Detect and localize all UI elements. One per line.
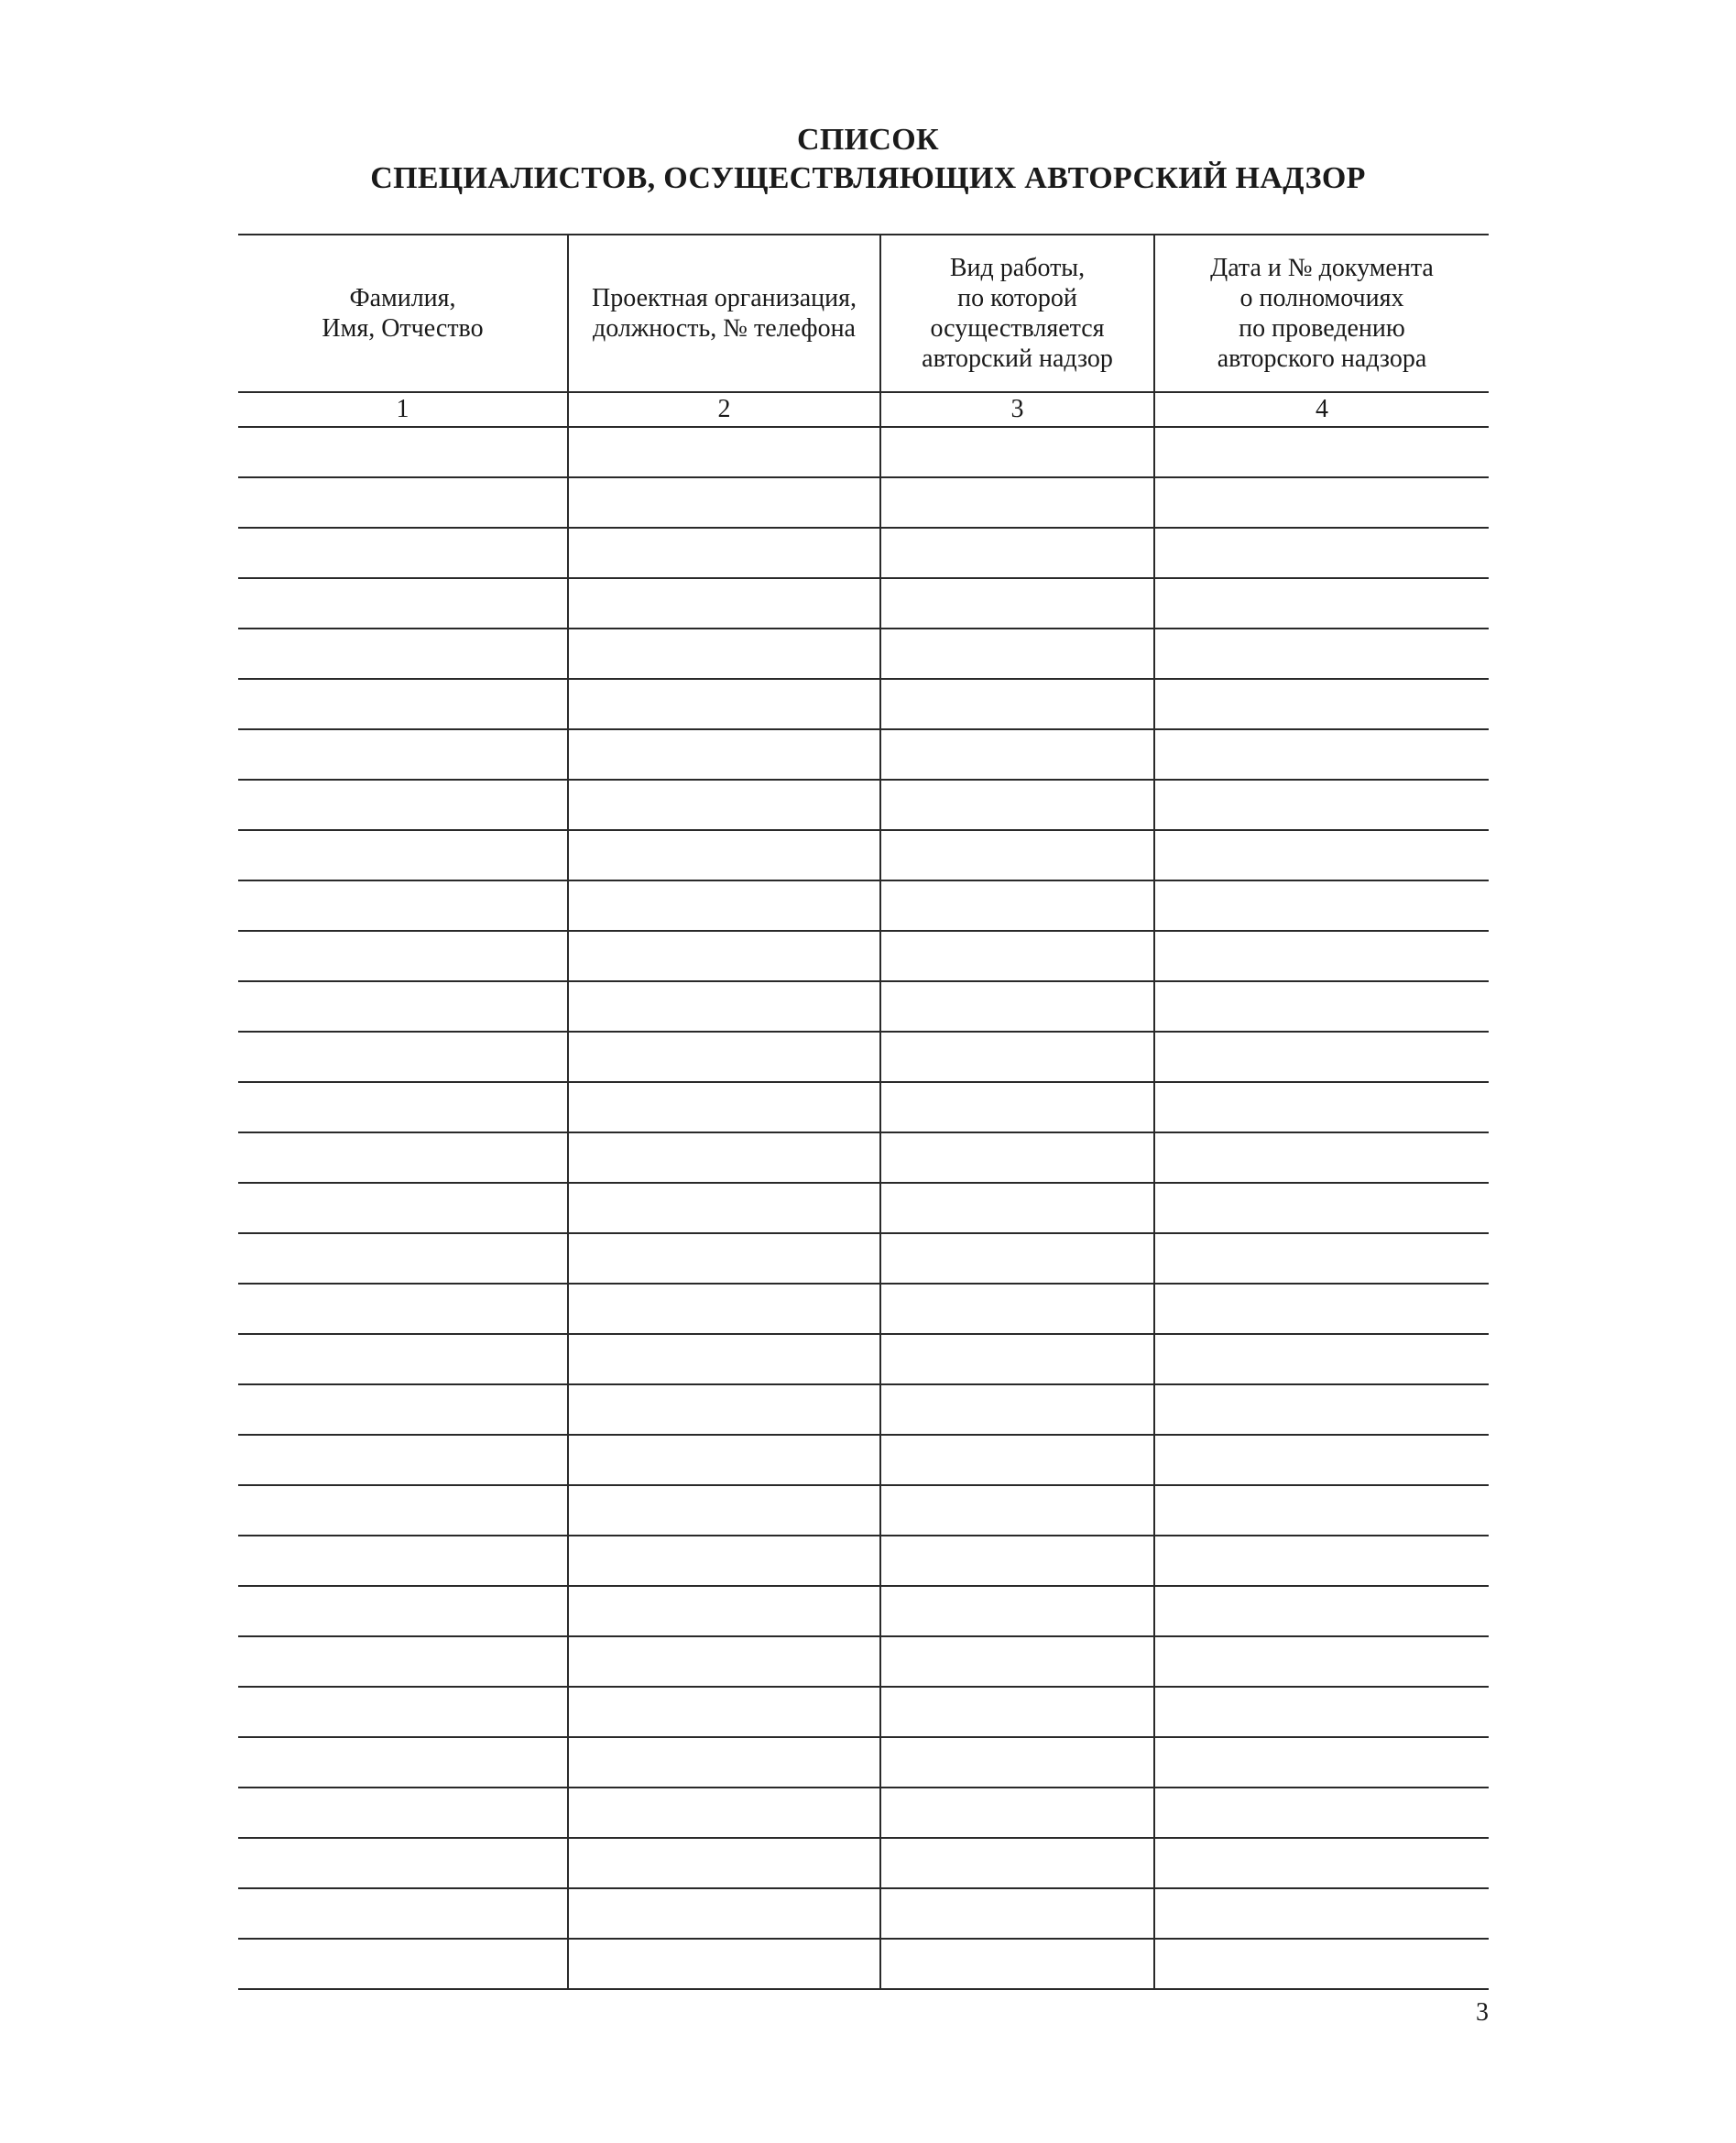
column-number-4: 4 bbox=[1154, 392, 1489, 427]
table-cell[interactable] bbox=[880, 830, 1154, 880]
table-cell[interactable] bbox=[880, 1586, 1154, 1636]
table-cell[interactable] bbox=[238, 830, 568, 880]
table-cell[interactable] bbox=[238, 1838, 568, 1888]
page-number: 3 bbox=[1476, 1998, 1489, 2027]
table-cell[interactable] bbox=[1154, 1485, 1489, 1536]
table-row bbox=[238, 880, 1489, 931]
table-cell[interactable] bbox=[238, 780, 568, 830]
table-cell[interactable] bbox=[880, 780, 1154, 830]
table-row bbox=[238, 931, 1489, 981]
table-cell[interactable] bbox=[568, 427, 880, 477]
table-cell[interactable] bbox=[880, 1939, 1154, 1989]
table-cell[interactable] bbox=[1154, 729, 1489, 780]
table-cell[interactable] bbox=[568, 880, 880, 931]
table-row bbox=[238, 1586, 1489, 1636]
table-cell[interactable] bbox=[880, 1788, 1154, 1838]
table-row bbox=[238, 1233, 1489, 1284]
table-cell[interactable] bbox=[880, 1082, 1154, 1132]
column-number-2: 2 bbox=[568, 392, 880, 427]
table-row bbox=[238, 1183, 1489, 1233]
table-cell[interactable] bbox=[568, 1284, 880, 1334]
table-cell[interactable] bbox=[238, 1737, 568, 1788]
table-cell[interactable] bbox=[568, 1838, 880, 1888]
table-cell[interactable] bbox=[880, 528, 1154, 578]
table-header-row bbox=[238, 235, 1489, 392]
table-cell[interactable] bbox=[1154, 1132, 1489, 1183]
table-cell[interactable] bbox=[238, 981, 568, 1032]
table-cell[interactable] bbox=[238, 1485, 568, 1536]
header-work-type: Вид работы, по которой осуществляется авторский надзор bbox=[880, 235, 1154, 392]
table-cell[interactable] bbox=[568, 477, 880, 528]
table-cell[interactable] bbox=[880, 629, 1154, 679]
table-cell[interactable] bbox=[880, 1485, 1154, 1536]
table-row bbox=[238, 528, 1489, 578]
table-cell[interactable] bbox=[1154, 1334, 1489, 1384]
table-cell[interactable] bbox=[1154, 1435, 1489, 1485]
table-cell[interactable] bbox=[568, 1888, 880, 1939]
table-cell[interactable] bbox=[238, 1939, 568, 1989]
table-cell[interactable] bbox=[880, 1183, 1154, 1233]
table-cell[interactable] bbox=[880, 1032, 1154, 1082]
table-cell[interactable] bbox=[880, 1334, 1154, 1384]
table-row bbox=[238, 1888, 1489, 1939]
table-cell[interactable] bbox=[880, 931, 1154, 981]
table-cell[interactable] bbox=[880, 1233, 1154, 1284]
column-number-row bbox=[238, 392, 1489, 427]
header-document: Дата и № документа о полномочиях по проведению авторского надзора bbox=[1154, 235, 1489, 392]
table-cell[interactable] bbox=[238, 1334, 568, 1384]
table-row bbox=[238, 1536, 1489, 1586]
table-row bbox=[238, 1636, 1489, 1687]
table-cell[interactable] bbox=[568, 679, 880, 729]
table-row bbox=[238, 1132, 1489, 1183]
table-cell[interactable] bbox=[568, 528, 880, 578]
table-cell[interactable] bbox=[238, 1636, 568, 1687]
table-row bbox=[238, 477, 1489, 528]
table-row bbox=[238, 1435, 1489, 1485]
table-cell[interactable] bbox=[1154, 1384, 1489, 1435]
table-cell[interactable] bbox=[238, 1032, 568, 1082]
table-row bbox=[238, 1939, 1489, 1989]
header-full-name: Фамилия, Имя, Отчество bbox=[238, 235, 568, 392]
table-cell[interactable] bbox=[1154, 1233, 1489, 1284]
table-cell[interactable] bbox=[568, 931, 880, 981]
table-cell[interactable] bbox=[880, 427, 1154, 477]
table-cell[interactable] bbox=[568, 1334, 880, 1384]
title-line-2: СПЕЦИАЛИСТОВ, ОСУЩЕСТВЛЯЮЩИХ АВТОРСКИЙ НАДЗОР bbox=[370, 161, 1366, 195]
table-cell[interactable] bbox=[238, 1788, 568, 1838]
table-cell[interactable] bbox=[1154, 528, 1489, 578]
table-cell[interactable] bbox=[1154, 1636, 1489, 1687]
table-cell[interactable] bbox=[1154, 931, 1489, 981]
table-row bbox=[238, 780, 1489, 830]
table-row bbox=[238, 1284, 1489, 1334]
table-cell[interactable] bbox=[568, 578, 880, 629]
table-cell[interactable] bbox=[568, 629, 880, 679]
table-row bbox=[238, 427, 1489, 477]
table-cell[interactable] bbox=[568, 1384, 880, 1435]
table-cell[interactable] bbox=[568, 1435, 880, 1485]
table-cell[interactable] bbox=[238, 528, 568, 578]
table-cell[interactable] bbox=[238, 629, 568, 679]
table-cell[interactable] bbox=[880, 981, 1154, 1032]
table-cell[interactable] bbox=[238, 931, 568, 981]
table-row bbox=[238, 1082, 1489, 1132]
table-cell[interactable] bbox=[880, 1384, 1154, 1435]
table-cell[interactable] bbox=[1154, 477, 1489, 528]
table-cell[interactable] bbox=[880, 1838, 1154, 1888]
table-cell[interactable] bbox=[568, 1687, 880, 1737]
table-row bbox=[238, 981, 1489, 1032]
table-cell[interactable] bbox=[880, 679, 1154, 729]
table-cell[interactable] bbox=[880, 1888, 1154, 1939]
table-row bbox=[238, 629, 1489, 679]
table-cell[interactable] bbox=[880, 1284, 1154, 1334]
table-cell[interactable] bbox=[238, 679, 568, 729]
table-cell[interactable] bbox=[568, 729, 880, 780]
table-cell[interactable] bbox=[1154, 578, 1489, 629]
table-cell[interactable] bbox=[1154, 981, 1489, 1032]
table-row bbox=[238, 1788, 1489, 1838]
table-cell[interactable] bbox=[1154, 1737, 1489, 1788]
table-cell[interactable] bbox=[238, 1687, 568, 1737]
table-row bbox=[238, 1032, 1489, 1082]
table-cell[interactable] bbox=[238, 1082, 568, 1132]
table-cell[interactable] bbox=[1154, 1838, 1489, 1888]
table-cell[interactable] bbox=[880, 477, 1154, 528]
table-cell[interactable] bbox=[880, 1687, 1154, 1737]
column-number-1: 1 bbox=[238, 392, 568, 427]
table-cell[interactable] bbox=[238, 1384, 568, 1435]
table-cell[interactable] bbox=[880, 1132, 1154, 1183]
title-line-1: СПИСОК bbox=[797, 123, 939, 157]
table-cell[interactable] bbox=[568, 981, 880, 1032]
table-cell[interactable] bbox=[238, 1183, 568, 1233]
table-cell[interactable] bbox=[568, 1536, 880, 1586]
table-cell[interactable] bbox=[1154, 830, 1489, 880]
table-cell[interactable] bbox=[880, 1435, 1154, 1485]
table-body bbox=[238, 427, 1489, 1989]
table-cell[interactable] bbox=[568, 1586, 880, 1636]
table-cell[interactable] bbox=[238, 1132, 568, 1183]
table-cell[interactable] bbox=[880, 578, 1154, 629]
table-cell[interactable] bbox=[1154, 1032, 1489, 1082]
header-organization: Проектная организация, должность, № телефона bbox=[568, 235, 880, 392]
table-cell[interactable] bbox=[238, 1586, 568, 1636]
table-cell[interactable] bbox=[1154, 1586, 1489, 1636]
table-cell[interactable] bbox=[1154, 1687, 1489, 1737]
table-row bbox=[238, 1334, 1489, 1384]
table-row bbox=[238, 729, 1489, 780]
table-cell[interactable] bbox=[238, 578, 568, 629]
table-cell[interactable] bbox=[238, 1284, 568, 1334]
table-cell[interactable] bbox=[238, 477, 568, 528]
table-cell[interactable] bbox=[880, 729, 1154, 780]
table-cell[interactable] bbox=[238, 729, 568, 780]
table-cell[interactable] bbox=[880, 1536, 1154, 1586]
table-row bbox=[238, 679, 1489, 729]
table-cell[interactable] bbox=[238, 1888, 568, 1939]
table-cell[interactable] bbox=[568, 1485, 880, 1536]
table-cell[interactable] bbox=[1154, 1536, 1489, 1586]
table-row bbox=[238, 1687, 1489, 1737]
table-cell[interactable] bbox=[1154, 1183, 1489, 1233]
table-cell[interactable] bbox=[238, 427, 568, 477]
table-cell[interactable] bbox=[238, 1435, 568, 1485]
table-cell[interactable] bbox=[1154, 427, 1489, 477]
table-cell[interactable] bbox=[1154, 880, 1489, 931]
table-cell[interactable] bbox=[568, 1636, 880, 1687]
table-row bbox=[238, 1737, 1489, 1788]
table-cell[interactable] bbox=[1154, 780, 1489, 830]
table-cell[interactable] bbox=[568, 1737, 880, 1788]
table-row bbox=[238, 1838, 1489, 1888]
table-cell[interactable] bbox=[568, 1132, 880, 1183]
table-cell[interactable] bbox=[568, 1939, 880, 1989]
table-cell[interactable] bbox=[1154, 1082, 1489, 1132]
table-row bbox=[238, 1384, 1489, 1435]
table-cell[interactable] bbox=[1154, 1939, 1489, 1989]
table-cell[interactable] bbox=[1154, 1788, 1489, 1838]
table-row bbox=[238, 1485, 1489, 1536]
table-cell[interactable] bbox=[238, 1536, 568, 1586]
table-row bbox=[238, 578, 1489, 629]
document-title bbox=[0, 121, 1736, 198]
table-cell[interactable] bbox=[568, 1788, 880, 1838]
table-cell[interactable] bbox=[1154, 1284, 1489, 1334]
table-cell[interactable] bbox=[1154, 679, 1489, 729]
table-cell[interactable] bbox=[880, 1737, 1154, 1788]
table-cell[interactable] bbox=[568, 1233, 880, 1284]
table-cell[interactable] bbox=[568, 1082, 880, 1132]
table-cell[interactable] bbox=[568, 1183, 880, 1233]
table-cell[interactable] bbox=[880, 1636, 1154, 1687]
table-cell[interactable] bbox=[238, 880, 568, 931]
specialists-table bbox=[238, 234, 1489, 1990]
table-cell[interactable] bbox=[880, 880, 1154, 931]
table-cell[interactable] bbox=[1154, 629, 1489, 679]
table-cell[interactable] bbox=[568, 780, 880, 830]
table-cell[interactable] bbox=[1154, 1888, 1489, 1939]
table-cell[interactable] bbox=[568, 830, 880, 880]
table-cell[interactable] bbox=[238, 1233, 568, 1284]
table-cell[interactable] bbox=[568, 1032, 880, 1082]
table-row bbox=[238, 830, 1489, 880]
column-number-3: 3 bbox=[880, 392, 1154, 427]
